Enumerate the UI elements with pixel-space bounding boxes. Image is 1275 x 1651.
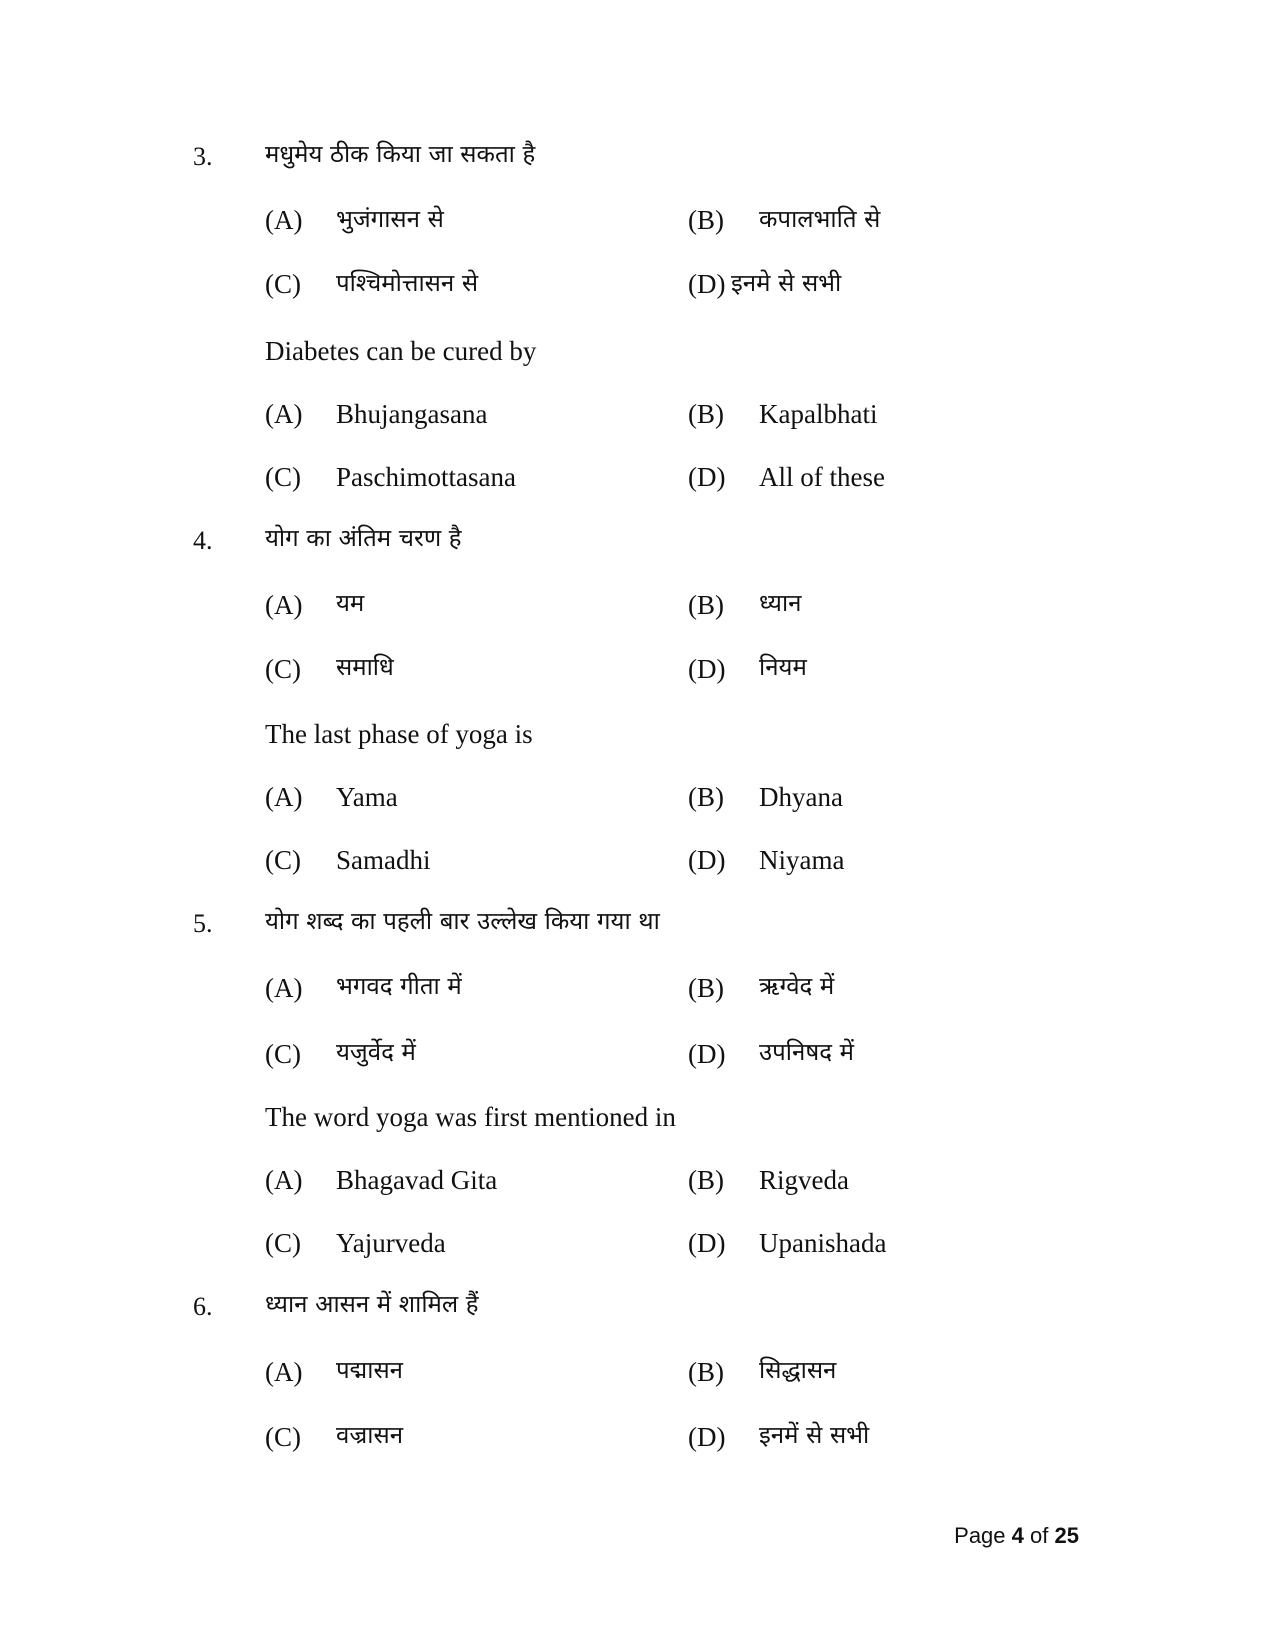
page-of-label: of bbox=[1030, 1523, 1049, 1548]
option-letter: (B) bbox=[688, 1165, 724, 1195]
option-text-hindi: समाधि bbox=[336, 653, 394, 681]
option-letter: (A) bbox=[265, 1165, 303, 1195]
question-text-hindi: ध्यान आसन में शामिल हैं bbox=[265, 1290, 479, 1318]
option-letter: (A) bbox=[265, 1357, 303, 1387]
option-letter: (D) bbox=[688, 1039, 726, 1069]
option-text-hindi: कपालभाति से bbox=[759, 205, 881, 233]
option-letter: (A) bbox=[265, 973, 303, 1003]
question-text-hindi: योग का अंतिम चरण है bbox=[265, 524, 462, 552]
total-pages: 25 bbox=[1054, 1523, 1079, 1548]
question-number: 3. bbox=[193, 142, 213, 171]
option-letter: (B) bbox=[688, 1357, 724, 1387]
question-number: 5. bbox=[193, 909, 213, 938]
option-letter: (C) bbox=[265, 462, 301, 492]
option-text-english: Kapalbhati bbox=[759, 399, 878, 429]
option-letter: (A) bbox=[265, 205, 303, 235]
question-text-hindi: मधुमेय ठीक किया जा सकता है bbox=[265, 140, 536, 168]
option-text-english: All of these bbox=[759, 462, 885, 492]
option-text-hindi: वज्रासन bbox=[336, 1421, 404, 1449]
option-text-hindi: नियम bbox=[759, 653, 807, 681]
option-letter: (B) bbox=[688, 205, 724, 235]
option-letter: (D) bbox=[688, 1422, 726, 1452]
option-text-hindi: पद्मासन bbox=[336, 1356, 403, 1384]
option-text-english: Upanishada bbox=[759, 1228, 887, 1258]
option-letter: (D) bbox=[688, 269, 726, 299]
option-text-hindi: ऋग्वेद में bbox=[759, 972, 835, 1000]
option-text-hindi: यम bbox=[336, 589, 365, 617]
option-letter: (B) bbox=[688, 782, 724, 812]
question-text-english: Diabetes can be cured by bbox=[265, 336, 537, 366]
option-letter: (C) bbox=[265, 1228, 301, 1258]
option-text-english: Paschimottasana bbox=[336, 462, 516, 492]
option-letter: (C) bbox=[265, 1422, 301, 1452]
option-text-hindi: ध्यान bbox=[759, 589, 802, 617]
option-text-hindi: भगवद गीता में bbox=[336, 972, 462, 1000]
option-text-english: Rigveda bbox=[759, 1165, 849, 1195]
option-text-english: Dhyana bbox=[759, 782, 843, 812]
option-letter: (C) bbox=[265, 845, 301, 875]
option-letter: (B) bbox=[688, 399, 724, 429]
option-text-english: Niyama bbox=[759, 845, 845, 875]
option-letter: (B) bbox=[688, 590, 724, 620]
option-letter: (A) bbox=[265, 399, 303, 429]
option-letter: (D) bbox=[688, 462, 726, 492]
option-text-hindi: सिद्धासन bbox=[759, 1356, 837, 1384]
option-text-hindi: उपनिषद में bbox=[759, 1038, 854, 1066]
option-text-english: Bhujangasana bbox=[336, 399, 488, 429]
option-text-english: Yajurveda bbox=[336, 1228, 446, 1258]
page-label: Page bbox=[954, 1523, 1006, 1548]
option-letter: (C) bbox=[265, 1039, 301, 1069]
option-text-hindi: इनमें से सभी bbox=[759, 1421, 870, 1449]
option-text-hindi: इनमे से सभी bbox=[731, 269, 842, 297]
option-text-english: Yama bbox=[336, 782, 398, 812]
option-letter: (C) bbox=[265, 269, 301, 299]
option-text-english: Bhagavad Gita bbox=[336, 1165, 498, 1195]
option-letter: (D) bbox=[688, 845, 726, 875]
option-letter: (A) bbox=[265, 590, 303, 620]
option-text-hindi: भुजंगासन से bbox=[336, 205, 444, 233]
question-number: 6. bbox=[193, 1292, 213, 1321]
question-text-english: The word yoga was first mentioned in bbox=[265, 1102, 676, 1132]
option-letter: (A) bbox=[265, 782, 303, 812]
option-letter: (D) bbox=[688, 1228, 726, 1258]
option-text-hindi: पश्चिमोत्तासन से bbox=[336, 269, 479, 297]
question-number: 4. bbox=[193, 526, 213, 555]
option-text-english: Samadhi bbox=[336, 845, 431, 875]
page-indicator bbox=[954, 1522, 1079, 1550]
option-letter: (C) bbox=[265, 654, 301, 684]
question-text-hindi: योग शब्द का पहली बार उल्लेख किया गया था bbox=[265, 907, 660, 935]
option-text-hindi: यजुर्वेद में bbox=[336, 1038, 416, 1066]
option-letter: (D) bbox=[688, 654, 726, 684]
question-text-english: The last phase of yoga is bbox=[265, 719, 533, 749]
option-letter: (B) bbox=[688, 973, 724, 1003]
page-number: 4 bbox=[1011, 1523, 1024, 1548]
